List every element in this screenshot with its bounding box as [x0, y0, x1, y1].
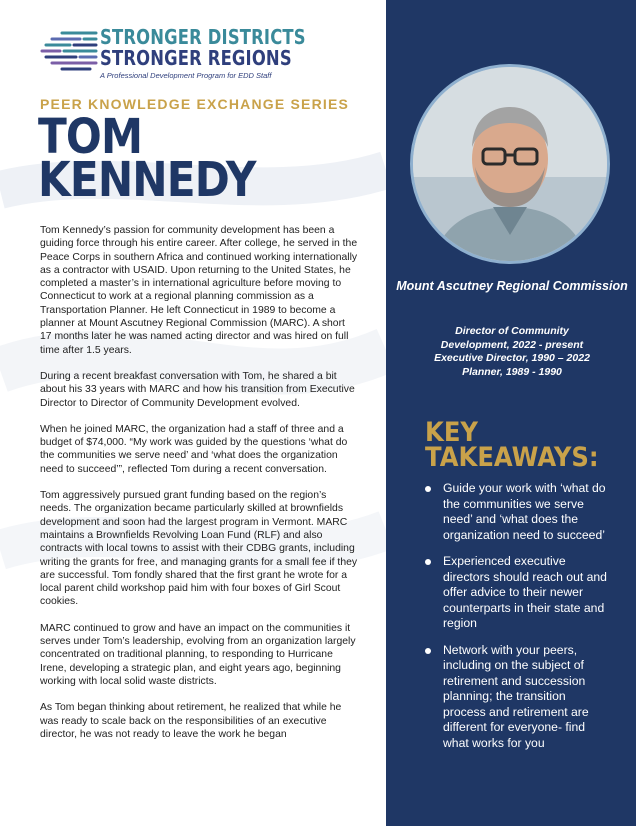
- body-paragraph: MARC continued to grow and have an impact on the communities it serves under Tom’s leadership, evolving from an organization largely concentrated on traditional planning, to responding to Hurricane Irene, developing a strategic plan, and eight years ago, beginning working with local solid waste districts.: [40, 622, 356, 687]
- logo-tagline: A Professional Development Program for EDD Staff: [100, 71, 272, 80]
- role-line: Executive Director, 1990 – 2022: [434, 352, 590, 364]
- key-takeaways-line-2: TAKEAWAYS:: [425, 442, 599, 473]
- logo-lines-icon: [40, 29, 98, 73]
- program-logo: [40, 25, 306, 87]
- takeaway-item: Guide your work with ‘what do the communities we serve need’ and ‘what does the organization need to succeed’: [421, 481, 609, 543]
- key-takeaways-heading: [425, 417, 599, 473]
- role-history: [396, 325, 628, 379]
- organization-name: Mount Ascutney Regional Commission: [396, 279, 628, 293]
- body-paragraph: Tom aggressively pursued grant funding based on the region’s needs. The organization became particularly skilled at brownfields development and soon had the largest program in Vermont. MARC maintains a Brownfields Revolving Loan Fund (RLF) and also contracts with local towns to assist with their CDBG grants, including writing the grants for free, and managing grants for a small fee if they are successful. Tom fondly shared that the first grant he wrote for a local parent child workshop paid him with four boxes of Girl Scout cookies.: [40, 490, 358, 608]
- name-line-2: KENNEDY: [38, 152, 256, 208]
- article-body: [40, 224, 358, 754]
- key-takeaways-line-1: KEY: [425, 417, 479, 448]
- takeaway-item: Network with your peers, including on the subject of retirement and succession planning; the transition process and retirement are different for everyone- find what works for you: [421, 643, 609, 752]
- logo-line-2: STRONGER REGIONS: [100, 46, 292, 70]
- key-takeaways-list: [421, 481, 609, 762]
- role-line: Director of Community: [455, 325, 569, 337]
- body-paragraph: As Tom began thinking about retirement, he realized that while he was ready to scale back on the responsibilities of an executive director, he was not ready to leave the work he began: [40, 702, 342, 740]
- logo-wordmark: [100, 27, 351, 80]
- profile-photo: [410, 64, 610, 264]
- takeaway-item: Experienced executive directors should reach out and offer advice to their newer counterparts in their state and region: [421, 554, 609, 632]
- portrait-illustration: [413, 67, 607, 261]
- body-paragraph: During a recent breakfast conversation with Tom, he shared a bit about his 33 years with MARC and how his transition from Executive Director to Director of Community Development evolved.: [40, 370, 355, 409]
- body-paragraph: Tom Kennedy’s passion for community development has been a guiding force through his entire career. After college, he served in the Peace Corps in southern Africa and continued working internationally as a contractor with USAID. Upon returning to the United States, he completed a master’s in international agriculture before moving to Connecticut to work at a regional planning commission as a Transportation Planner. He left Connecticut in 1989 to become a planner at Mount Ascutney Regional Commission (MARC). A short 17 months later he was named acting director and was hired on full time after 1.5 years.: [40, 225, 358, 356]
- role-line: Development, 2022 - present: [440, 338, 584, 351]
- series-title: PEER KNOWLEDGE EXCHANGE SERIES: [40, 96, 350, 112]
- body-paragraph: When he joined MARC, the organization had a staff of three and a budget of $74,000. “My work was guided by the questions ‘what do the communities we serve need’ and ‘what does the organization need to succeed’”, reflected Tom during a recent conversation.: [40, 423, 348, 475]
- name-line-1: TOM: [38, 109, 143, 165]
- role-line: Planner, 1989 - 1990: [462, 365, 562, 378]
- logo-line-1: STRONGER DISTRICTS: [100, 25, 306, 49]
- profile-name: [38, 109, 256, 208]
